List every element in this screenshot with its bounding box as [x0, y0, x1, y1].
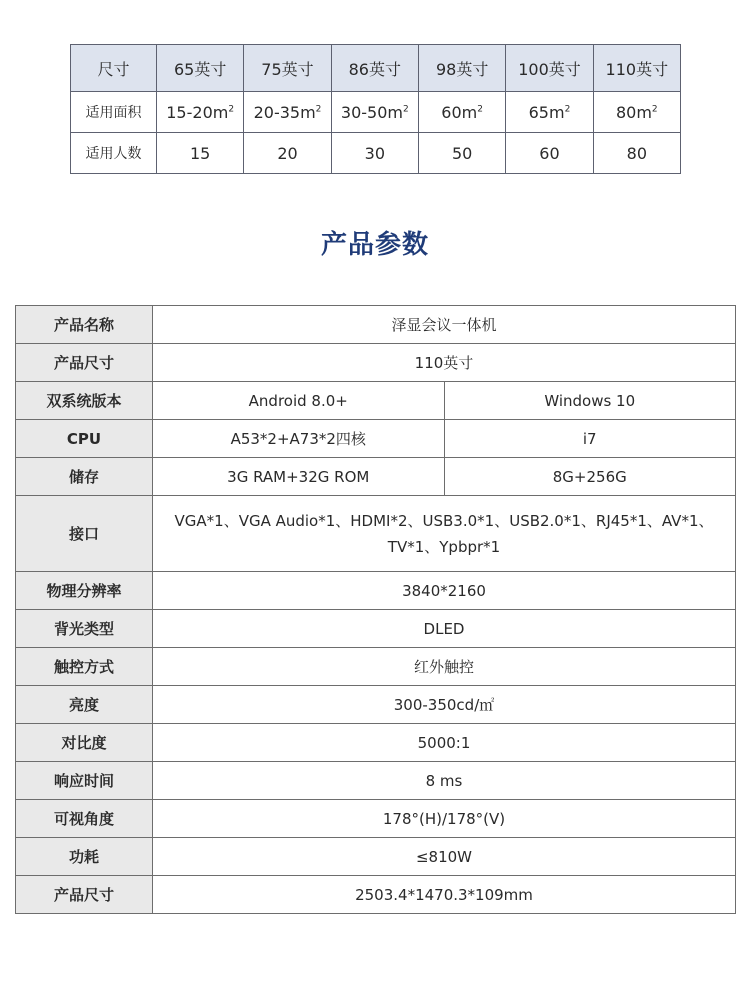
spec-key: 背光类型 — [16, 610, 153, 648]
people-cell: 15 — [157, 133, 244, 174]
people-cell: 30 — [331, 133, 418, 174]
spec-key: 储存 — [16, 458, 153, 496]
spec-key: 对比度 — [16, 724, 153, 762]
spec-value-windows: i7 — [444, 420, 736, 458]
spec-key: 产品名称 — [16, 306, 153, 344]
spec-key: 可视角度 — [16, 800, 153, 838]
spec-value: 178°(H)/178°(V) — [153, 800, 736, 838]
size-header-row — [71, 45, 681, 92]
spec-key: 触控方式 — [16, 648, 153, 686]
size-cell: 98英寸 — [418, 45, 505, 92]
spec-row-os — [16, 382, 736, 420]
spec-value: 110英寸 — [153, 344, 736, 382]
spec-key: 响应时间 — [16, 762, 153, 800]
spec-row-dimensions — [16, 876, 736, 914]
spec-value-android: 3G RAM+32G ROM — [153, 458, 445, 496]
spec-row-angle — [16, 800, 736, 838]
spec-row-cpu — [16, 420, 736, 458]
spec-key: 产品尺寸 — [16, 876, 153, 914]
people-row — [71, 133, 681, 174]
spec-value: 2503.4*1470.3*109mm — [153, 876, 736, 914]
spec-value: 8 ms — [153, 762, 736, 800]
spec-row-storage — [16, 458, 736, 496]
spec-value — [153, 496, 736, 572]
size-cell: 86英寸 — [331, 45, 418, 92]
spec-row-touch — [16, 648, 736, 686]
size-table — [70, 44, 681, 174]
spec-key: 功耗 — [16, 838, 153, 876]
people-cell: 60 — [506, 133, 593, 174]
spec-row-backlight — [16, 610, 736, 648]
spec-row-brightness — [16, 686, 736, 724]
spec-key: 亮度 — [16, 686, 153, 724]
spec-row-name — [16, 306, 736, 344]
spec-key: CPU — [16, 420, 153, 458]
spec-row-size — [16, 344, 736, 382]
spec-value: ≤810W — [153, 838, 736, 876]
spec-value: DLED — [153, 610, 736, 648]
spec-value-windows: 8G+256G — [444, 458, 736, 496]
size-cell: 100英寸 — [506, 45, 593, 92]
spec-value: 300-350cd/㎡ — [153, 686, 736, 724]
spec-row-ports — [16, 496, 736, 572]
section-title: 产品参数 — [320, 230, 429, 260]
spec-row-contrast — [16, 724, 736, 762]
people-cell: 50 — [418, 133, 505, 174]
area-cell: $20-35m^2$ — [244, 92, 331, 133]
spec-value-windows: Windows 10 — [444, 382, 736, 420]
area-cell: $15-20m^2$ — [157, 92, 244, 133]
spec-value-android: A53*2+A73*2四核 — [153, 420, 445, 458]
spec-table — [15, 305, 736, 914]
area-cell: $65m^2$ — [506, 92, 593, 133]
spec-key: 物理分辨率 — [16, 572, 153, 610]
people-cell: 80 — [593, 133, 680, 174]
people-cell: 20 — [244, 133, 331, 174]
spec-row-response — [16, 762, 736, 800]
spec-value-android: Android 8.0+ — [153, 382, 445, 420]
spec-value: 5000:1 — [153, 724, 736, 762]
ports-line-2: TV*1、Ypbpr*1 — [387, 537, 501, 556]
area-cell: $30-50m^2$ — [331, 92, 418, 133]
spec-key: 双系统版本 — [16, 382, 153, 420]
spec-value: 3840*2160 — [153, 572, 736, 610]
spec-row-power — [16, 838, 736, 876]
area-cell: $80m^2$ — [593, 92, 680, 133]
size-cell: 65英寸 — [157, 45, 244, 92]
spec-row-resolution — [16, 572, 736, 610]
spec-value: 红外触控 — [153, 648, 736, 686]
size-header-label: 尺寸 — [71, 45, 157, 92]
area-cell: $60m^2$ — [418, 92, 505, 133]
spec-key: 产品尺寸 — [16, 344, 153, 382]
people-label: 适用人数 — [71, 133, 157, 174]
area-row — [71, 92, 681, 133]
ports-line-1: VGA*1、VGA Audio*1、HDMI*2、USB3.0*1、USB2.0*1、RJ45*1、AV*1、 — [174, 511, 714, 530]
size-cell: 110英寸 — [593, 45, 680, 92]
spec-value: 泽显会议一体机 — [153, 306, 736, 344]
size-cell: 75英寸 — [244, 45, 331, 92]
spec-key: 接口 — [16, 496, 153, 572]
area-label: 适用面积 — [71, 92, 157, 133]
